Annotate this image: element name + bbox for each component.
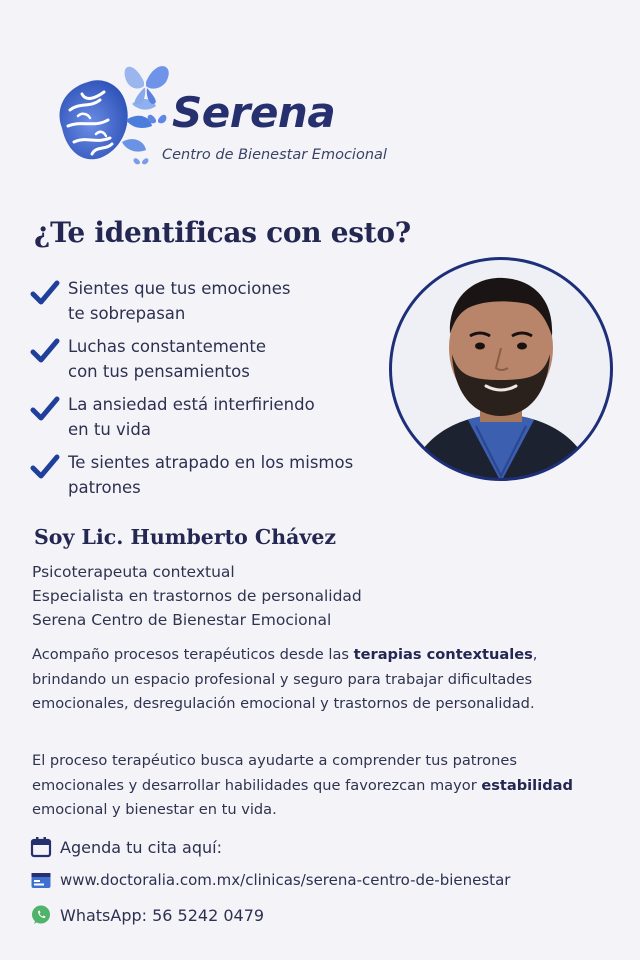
checklist-item-text: La ansiedad está interfiriendo en tu vida [68, 395, 315, 439]
whatsapp-icon [30, 904, 52, 926]
paragraph-emphasis: estabilidad [481, 776, 573, 794]
paragraph-text: emocional y bienestar en tu vida. [32, 801, 277, 818]
paragraph-text: El proceso terapéutico busca ayudarte a comprender tus patrones emocionales y desarrollar habilidades que favorezcan mayor [32, 752, 517, 794]
check-icon [30, 454, 60, 480]
brain-butterfly-logo [52, 50, 176, 180]
symptom-checklist [30, 276, 370, 508]
agenda-row [30, 834, 222, 860]
check-icon [30, 338, 60, 364]
profile-photo [388, 256, 614, 482]
checklist-item [30, 392, 370, 450]
paragraph-text: , brindando un espacio profesional y seguro para trabajar dificultades emocionales, desregulación emocional y trastornos de personalidad. [32, 646, 538, 712]
checklist-item-text: Luchas constantemente con tus pensamientos [68, 337, 267, 381]
check-icon [30, 280, 60, 306]
paragraph-text: Acompaño procesos terapéuticos desde las [32, 646, 354, 663]
checklist-item [30, 334, 370, 392]
paragraph-emphasis: terapias contextuales [353, 646, 533, 663]
headline: ¿Te identificas con esto? [34, 216, 411, 249]
doctor-credential-line: Psicoterapeuta contextual [32, 563, 235, 581]
check-icon [30, 396, 60, 422]
booking-link-row[interactable] [30, 867, 510, 893]
checklist-item-text: Te sientes atrapado en los mismos patrones [68, 453, 354, 497]
agenda-label: Agenda tu cita aquí: [60, 837, 222, 857]
checklist-item-text: Sientes que tus emociones te sobrepasan [68, 279, 291, 323]
doctor-credentials [32, 560, 362, 632]
checklist-item [30, 276, 370, 334]
brand-name: Serena [172, 88, 336, 137]
doctor-credential-line: Serena Centro de Bienestar Emocional [32, 611, 332, 629]
whatsapp-number[interactable]: WhatsApp: 56 5242 0479 [60, 905, 265, 925]
calendar-icon [30, 836, 52, 858]
description-paragraph [32, 643, 592, 717]
doctor-credential-line: Especialista en trastornos de personalidad [32, 587, 362, 605]
checklist-item [30, 450, 370, 508]
doctor-name: Soy Lic. Humberto Chávez [34, 525, 337, 549]
booking-url[interactable]: www.doctoralia.com.mx/clinicas/serena-centro-de-bienestar [60, 871, 511, 889]
brand-subtitle: Centro de Bienestar Emocional [162, 147, 387, 163]
whatsapp-row[interactable] [30, 902, 264, 928]
process-paragraph [32, 749, 592, 823]
web-card-icon [30, 869, 52, 891]
